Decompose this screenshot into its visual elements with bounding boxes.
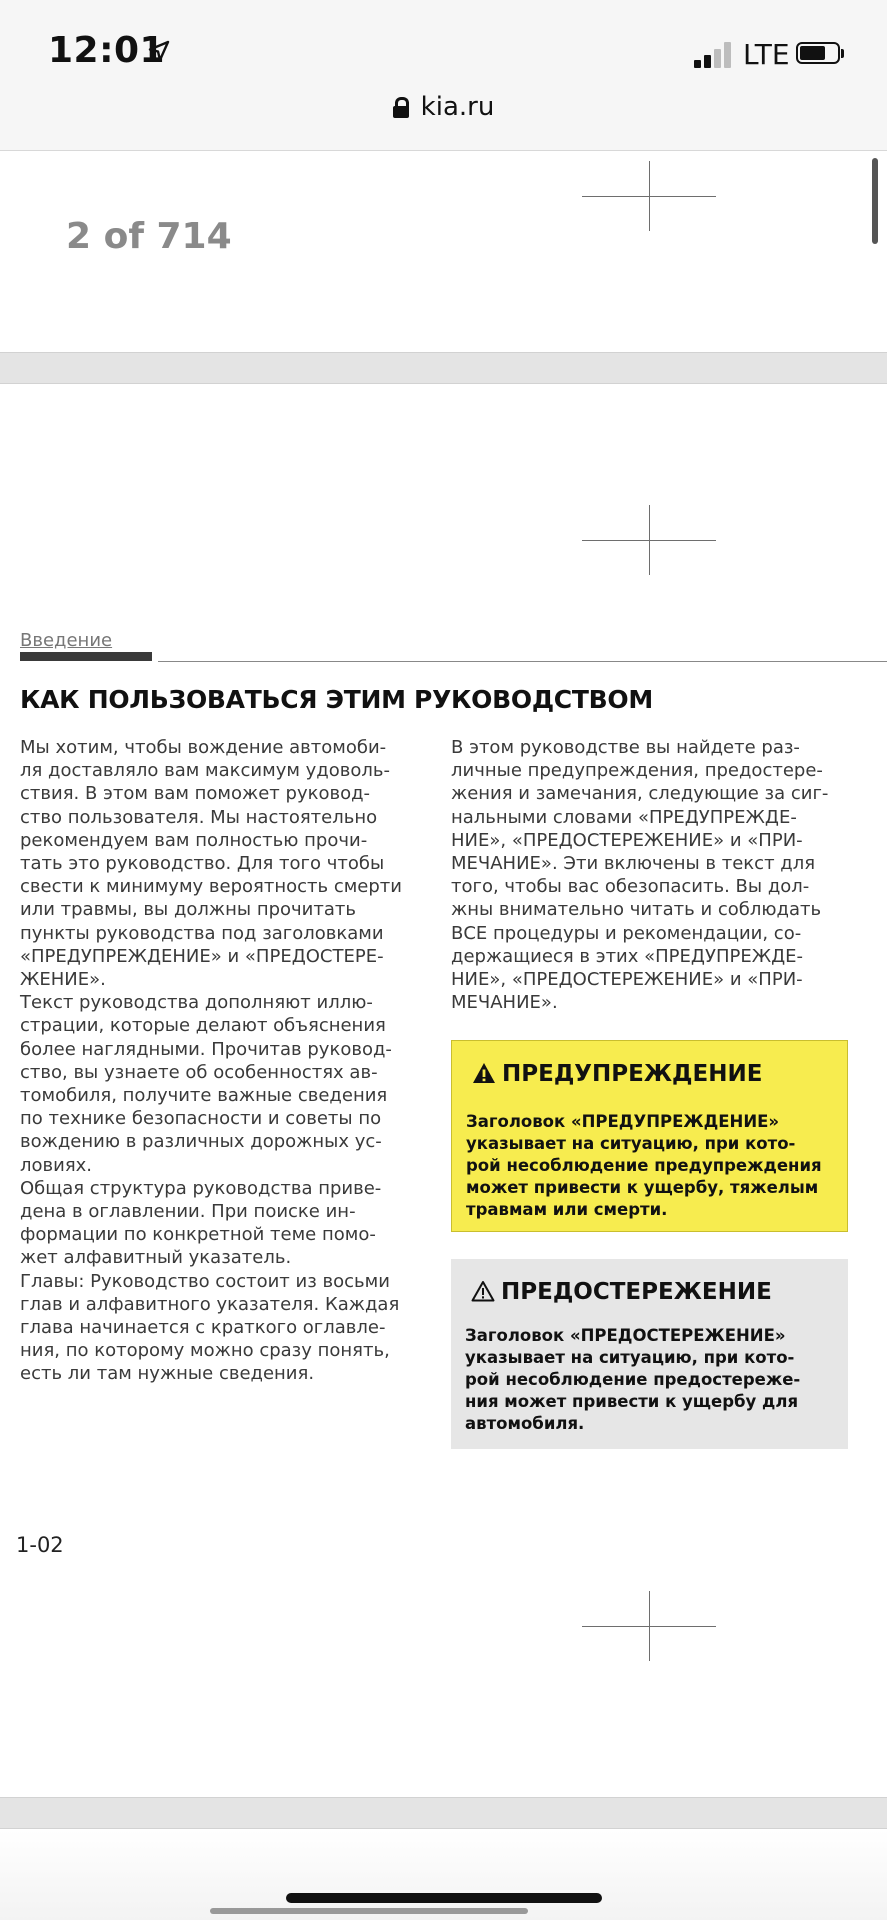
page-separator <box>0 352 887 384</box>
scrollbar-thumb[interactable] <box>872 158 878 244</box>
status-time: 12:01 <box>48 30 166 71</box>
section-bar <box>20 652 152 661</box>
warning-text: Заголовок «ПРЕДУПРЕЖДЕНИЕ» указывает на ситуацию, при кото- рой несоблюдение предупреждения может привести к ущербу, тяжелым травмам или смерти. <box>466 1112 822 1219</box>
signal-strength-icon <box>694 42 734 68</box>
page-number: 1-02 <box>16 1533 64 1557</box>
crop-mark <box>582 161 716 231</box>
horizontal-scrollbar[interactable] <box>210 1908 528 1914</box>
status-bar <box>0 0 887 151</box>
bottom-area <box>0 1830 887 1920</box>
caution-box <box>451 1259 848 1449</box>
lock-icon <box>393 97 409 117</box>
url-text: kia.ru <box>420 92 495 122</box>
section-label: Введение <box>20 630 113 651</box>
page-indicator: 2 of 714 <box>66 216 232 257</box>
battery-icon <box>796 42 846 66</box>
left-column-text: Мы хотим, чтобы вождение автомоби- ля доставляло вам максимум удоволь- ствия. В этом вам поможет руковод- ство пользователя. Мы настоятельно рекомендуем вам полностью прочи- тать это руководство. Для того чтобы свести к минимуму вероятность смерти или травмы, вы должны прочитать пункты руководства под заголовками «ПРЕДУПРЕЖДЕНИЕ» и «ПРЕДОСТЕРЕ- ЖЕНИЕ». Текст руководства дополняют иллю- страции, которые делают объяснения более наглядными. Прочитав руковод- ство, вы узнаете об особенностях ав- томобиля, получите важные сведения по технике безопасности и советы по вождению в различных дорожных ус- ловиях. Общая структура руководства приве- дена в оглавлении. При поиске ин- формации по конкретной теме помо- жет алфавитный указатель. Главы: Руководство состоит из восьми глав и алфавитного указателя. Каждая глава начинается с краткого оглавле- ния, по которому можно сразу понять, есть ли там нужные сведения. <box>20 737 402 1385</box>
location-arrow-icon <box>148 40 170 62</box>
crop-mark <box>582 1591 716 1661</box>
caution-title: ПРЕДОСТЕРЕЖЕНИЕ <box>501 1279 772 1305</box>
right-column-text: В этом руководстве вы найдете раз- личные предупреждения, предостере- жения и замечания, следующие за сиг- нальными словами «ПРЕДУПРЕЖДЕ- НИЕ», «ПРЕДОСТЕРЕЖЕНИЕ» и «ПРИ- МЕЧАНИЕ». Эти включены в текст для того, чтобы вас обезопасить. Вы дол- жны внимательно читать и соблюдать ВСЕ процедуры и рекомендации, со- держащиеся в этих «ПРЕДУПРЕЖДЕ- НИЕ», «ПРЕДОСТЕРЕЖЕНИЕ» и «ПРИ- МЕЧАНИЕ». <box>451 737 829 1014</box>
caution-heading <box>471 1279 772 1305</box>
warning-title: ПРЕДУПРЕЖДЕНИЕ <box>502 1061 763 1087</box>
caution-text: Заголовок «ПРЕДОСТЕРЕЖЕНИЕ» указывает на ситуацию, при кото- рой несоблюдение предостереже- ния может привести к ущербу для автомобиля. <box>465 1326 801 1433</box>
home-indicator[interactable] <box>286 1893 602 1903</box>
page-separator <box>0 1797 887 1829</box>
network-type: LTE <box>743 38 790 71</box>
address-bar[interactable] <box>0 92 887 122</box>
warning-box <box>451 1040 848 1232</box>
crop-mark <box>582 505 716 575</box>
warning-heading <box>472 1061 762 1087</box>
caution-triangle-icon <box>471 1280 495 1302</box>
warning-triangle-icon <box>472 1062 496 1084</box>
section-divider <box>158 661 887 662</box>
page-title: КАК ПОЛЬЗОВАТЬСЯ ЭТИМ РУКОВОДСТВОМ <box>20 685 653 714</box>
